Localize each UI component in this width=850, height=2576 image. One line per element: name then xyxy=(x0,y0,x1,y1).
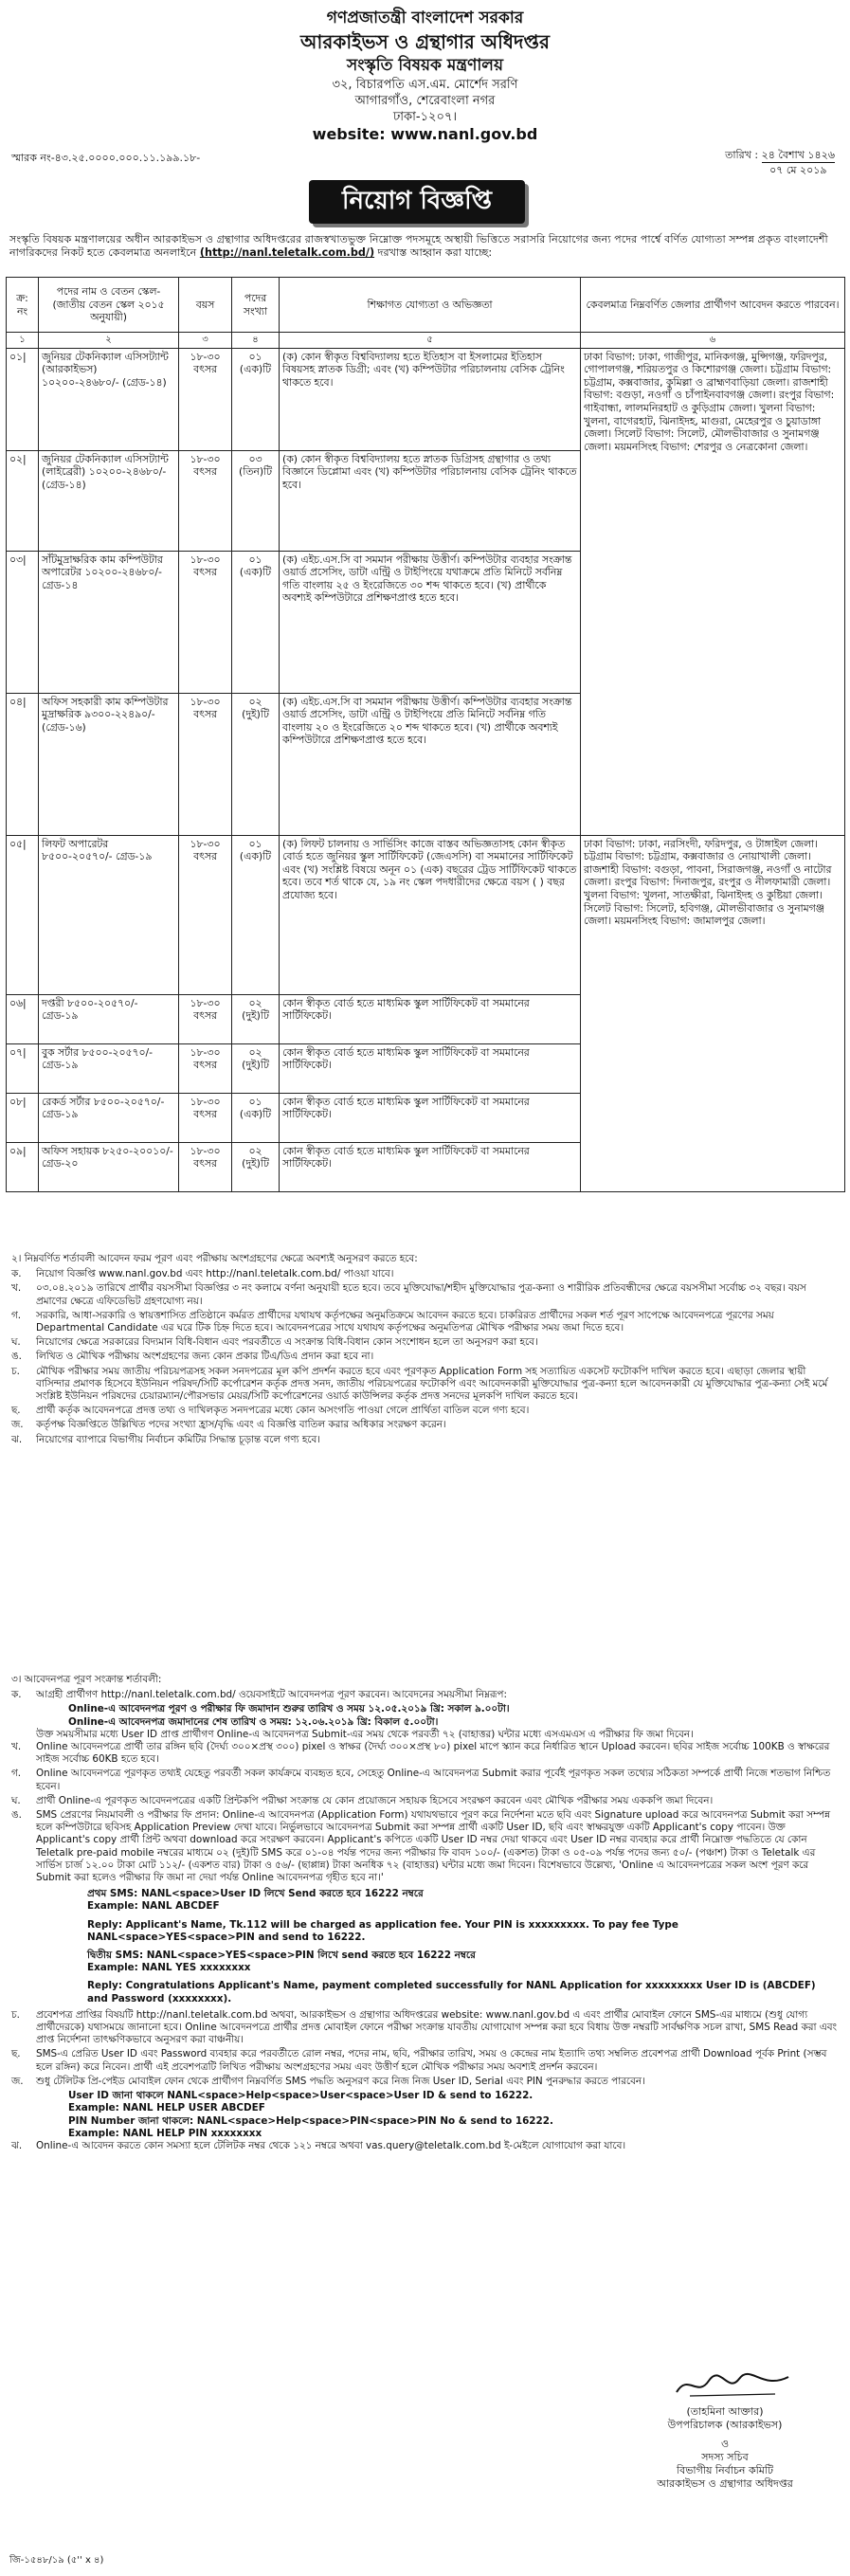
intro-text-2: দরখাস্ত আহ্বান করা যাচ্ছে: xyxy=(377,246,493,259)
row-sl: ০৬| xyxy=(7,994,39,1043)
sms-second-reply: Reply: Congratulations Applicant's Name, payment completed successfully for NANL Application for xxxxxxxxx User ID is (ABCDEF) and Password (xxxxxxxx). xyxy=(87,1980,816,2005)
row-districts-group-1: ঢাকা বিভাগ: ঢাকা, গাজীপুর, মানিকগঞ্জ, মুন্সিগঞ্জ, ফরিদপুর, গোপালগঞ্জ, শরিয়তপুর ও কিশোরগঞ্জ জেলা। চট্টগ্রাম বিভাগ: চট্টগ্রাম, কক্সবাজার, কুমিল্লা ও ব্রাহ্মণবাড়িয়া জেলা। রাজশাহী বিভাগ: বগুড়া, নওগাঁ ও চাঁপাইনবাবগঞ্জ জেলা। রংপুর বিভাগ: গাইবান্ধা, লালমনিরহাট ও কুড়িগ্রাম জেলা। খুলনা বিভাগ: খুলনা, বাগেরহাট, ঝিনাইদহ, মাগুরা, মেহেরপুর ও চুয়াডাঙ্গা জেলা। সিলেট বিভাগ: সিলেট, মৌলভীবাজার ও সুনামগঞ্জ জেলা। ময়মনসিংহ বিভাগ: শেরপুর ও নেত্রকোনা জেলা। xyxy=(581,348,845,835)
col-header-sl: ক্র: নং xyxy=(7,278,39,333)
col-number: ৬ xyxy=(581,333,845,349)
row-sl: ০২| xyxy=(7,450,39,551)
col-number: ৫ xyxy=(280,333,581,349)
list-item: ঘ. প্রার্থী Online-এ পূরণকৃত আবেদনপত্রের একটি প্রিন্টকপি পরীক্ষা সংক্রান্ত যে কোন প্রয়োজনে সহায়ক হিসেবে সংরক্ষণ করবেন এবং মৌখিক পরীক্ষার সময় এককপি জমা দিবেন। xyxy=(11,1794,714,1806)
row-qualification: কোন স্বীকৃত বোর্ড হতে মাধ্যমিক স্কুল সার্টিফিকেট বা সমমানের সার্টিফিকেট। xyxy=(280,994,581,1043)
row-count: ০৩ (তিন)টি xyxy=(232,450,280,551)
sms-second-example: Example: NANL YES xxxxxxxx xyxy=(87,1962,251,1974)
list-item: চ. প্রবেশপত্র প্রাপ্তির বিষয়টি http://nanl.teletalk.com.bd অথবা, আরকাইভস ও গ্রন্থাগার অধিদপ্তরের website: www.nanl.gov.bd এ এবং প্রার্থীর মোবাইল ফোনে SMS-এর মাধ্যমে (শুধু যোগ্য প্রার্থীদেরকে) যথাসময়ে জানানো হবে। Online আবেদনপত্রে প্রার্থীর প্রদত্ত মোবাইল ফোনে পরীক্ষা সংক্রান্ত যাবতীয় যোগাযোগ সম্পন্ন করা হবে বিধায় উক্ত নম্বরটি সার্বক্ষণিক সচল রাখা, SMS Read করা এবং প্রাপ্ত নির্দেশনা তাৎক্ষণিকভাবে অনুসরণ করা বাঞ্চনীয়। xyxy=(11,2008,837,2046)
row-count: ০১ (এক)টি xyxy=(232,551,280,693)
list-item: গ. Online আবেদনপত্রে পূরণকৃত তথ্যই যেহেতু পরবর্তী সকল কার্যক্রমে ব্যবহৃত হবে, সেহেতু Online-এ আবেদনপত্র Submit করার পূর্বেই পূরণকৃত সকল তথ্যের সঠিকতা সম্পর্কে প্রার্থী নিজে শতভাগ নিশ্চিত হবেন। xyxy=(11,1768,831,1792)
memo-ref: স্মারক নং-৪৩.২৫.০০০০.০০০.১১.১৯৯.১৮- xyxy=(11,152,201,164)
row-age: ১৮-৩০ বৎসর xyxy=(179,348,232,450)
signatory-committee: বিভাগীয় নির্বাচন কমিটি xyxy=(676,2464,774,2476)
col-number: ৪ xyxy=(232,333,280,349)
signatory-role: সদস্য সচিব xyxy=(701,2451,749,2463)
row-age: ১৮-৩০ বৎসর xyxy=(179,994,232,1043)
sms-first-example: Example: NANL ABCDEF xyxy=(87,1900,220,1913)
list-item: ক. নিয়োগ বিজ্ঞপ্তি www.nanl.gov.bd এবং http://nanl.teletalk.com.bd/ পাওয়া যাবে। xyxy=(11,1268,394,1280)
list-item: জ. কর্তৃপক্ষ বিজ্ঞপ্তিতে উল্লিখিত পদের সংখ্যা হ্রাস/বৃদ্ধি এবং এ বিজ্ঞপ্তি বাতিল করার অধিকার সংরক্ষণ করেন। xyxy=(11,1419,446,1431)
signatory-and: ও xyxy=(720,2438,730,2450)
address-line-3: ঢাকা-১২০৭। xyxy=(392,110,458,124)
row-count: ০১ (এক)টি xyxy=(232,1093,280,1142)
intro-paragraph xyxy=(9,233,841,260)
signatory-name: (তাহমিনা আক্তার) xyxy=(686,2405,764,2418)
conditions-heading: ২। নিম্নবর্ণিত শর্তাবলী আবেদন ফরম পূরণ এবং পরীক্ষায় অংশগ্রহণের ক্ষেত্রে অবশ্যই অনুসরণ করতে হবে: xyxy=(11,1253,418,1264)
row-qualification: (ক) লিফট চালনায় ও সার্ভিসিং কাজে বাস্তব অভিজ্ঞতাসহ কোন স্বীকৃত বোর্ড হতে জুনিয়র স্কুল সার্টিফিকেট (জেএসসি) বা সমমানের সার্টিফিকেট এবং (খ) সংশ্লিষ্ট বিষয়ে অনূন ০১ (এক) বছরের ট্রেড সার্টিফিকেট থাকতে হবে। তবে শর্ত থাকে যে, ১৯ নং স্কেল পদধারীদের ক্ষেত্রে বয়স ( ) বছর প্রযোজ্য হবে। xyxy=(280,835,581,994)
list-item: খ. Online আবেদনপত্রে প্রার্থী তার রঙ্গিন ছবি (দৈর্ঘ্য ৩০০×প্রস্থ ৩০০) pixel ও স্বাক্ষর (দৈর্ঘ্য ৩০০×প্রস্থ ৮০) pixel মাপে স্ক্যান করে নির্ধারিত স্থানে Upload করবেন। ছবির সাইজ সর্বোচ্চ 100KB ও স্বাক্ষরের সাইজ সর্বোচ্চ 60KB হতে হবে। xyxy=(11,1741,830,1766)
print-code: জি-১৫৪৮/১৯ (৫'' x ৪) xyxy=(9,2555,104,2566)
signature-mark xyxy=(671,2369,794,2402)
row-age: ১৮-৩০ বৎসর xyxy=(179,551,232,693)
row-post: দপ্তরী ৮৫০০-২০৫৭০/- গ্রেড-১৯ xyxy=(39,994,179,1043)
date-english: ০৭ মে ২০১৯ xyxy=(769,164,827,176)
table-header-row xyxy=(7,278,845,333)
date-label: তারিখ : xyxy=(725,149,759,161)
row-qualification: কোন স্বীকৃত বোর্ড হতে মাধ্যমিক স্কুল সার্টিফিকেট বা সমমানের সার্টিফিকেট। xyxy=(280,1043,581,1093)
apply-link[interactable]: (http://nanl.teletalk.com.bd/) xyxy=(199,246,375,259)
signatory-dept: আরকাইভস ও গ্রন্থাগার অধিদপ্তর xyxy=(657,2477,793,2490)
row-sl: ০৭| xyxy=(7,1043,39,1093)
col-header-post: পদের নাম ও বেতন স্কেল-(জাতীয় বেতন স্কেল ২০১৫ অনুযায়ী) xyxy=(39,278,179,333)
row-sl: ০৯| xyxy=(7,1142,39,1191)
row-post: জুনিয়র টেকনিক্যাল এসিসট্যান্ট (আরকাইভস) ১০২০০-২৪৬৮০/- (গ্রেড-১৪) xyxy=(39,348,179,450)
row-sl: ০৫| xyxy=(7,835,39,994)
govt-title: গণপ্রজাতন্ত্রী বাংলাদেশ সরকার xyxy=(326,9,524,27)
recover-pin-example: Example: NANL HELP PIN xxxxxxxx xyxy=(68,2127,262,2139)
row-count: ০২ (দুই)টি xyxy=(232,1142,280,1191)
row-qualification: (ক) কোন স্বীকৃত বিশ্ববিদ্যালয় হতে ইতিহাস বা ইসলামের ইতিহাস বিষয়সহ স্নাতক ডিগ্রী; এবং (খ) কম্পিউটার পরিচালনায় বেসিক ট্রেনিং থাকতে হবে। xyxy=(280,348,581,450)
row-qualification: (ক) এইচ.এস.সি বা সমমান পরীক্ষায় উত্তীর্ণ। কম্পিউটার ব্যবহার সংক্রান্ত ওয়ার্ড প্রসেসিং, ডাটা এন্ট্রি ও টাইপিংয়ে যথাক্রমে প্রতি মিনিটে সর্বনিম্ন গতি বাংলায় ২৫ ও ইংরেজিতে ৩০ শব্দ থাকতে হবে। (খ) প্রার্থীকে অবশ্যই কম্পিউটারে প্রশিক্ষণপ্রাপ্ত হতে হবে। xyxy=(280,551,581,693)
row-count: ০১ (এক)টি xyxy=(232,348,280,450)
row-age: ১৮-৩০ বৎসর xyxy=(179,1043,232,1093)
list-item: ছ. SMS-এ প্রেরিত User ID এবং Password ব্যবহার করে পরবর্তীতে রোল নম্বর, পদের নাম, ছবি, পরীক্ষার তারিখ, সময় ও কেন্দ্রের নাম ইত্যাদি তথ্য সম্বলিত প্রবেশপত্র প্রার্থী Download পূর্বক Print (সম্ভব হলে রঙ্গিন) করে নিবেন। প্রার্থী এই প্রবেশপত্রটি লিখিত পরীক্ষায় অংশগ্রহণের সময় এবং উত্তীর্ণ হলে মৌখিক পরীক্ষার সময় অবশ্যই প্রদর্শন করবেন। xyxy=(11,2048,827,2073)
notice-title-banner: নিয়োগ বিজ্ঞপ্তি xyxy=(309,180,525,224)
recover-userid-example: Example: NANL HELP USER ABCDEF xyxy=(68,2102,265,2114)
row-age: ১৮-৩০ বৎসর xyxy=(179,450,232,551)
sms-first: প্রথম SMS: NANL<space>User ID লিখে Send করতে হবে 16222 নম্বরে xyxy=(87,1888,424,1900)
row-post: সাঁটমুদ্রাক্ষরিক কাম কম্পিউটার অপারেটর ১০২০০-২৪৬৮০/- গ্রেড-১৪ xyxy=(39,551,179,693)
row-count: ০২ (দুই)টি xyxy=(232,994,280,1043)
signature-block xyxy=(616,2405,834,2491)
row-sl: ০১| xyxy=(7,348,39,450)
date-bangla: ২৪ বৈশাখ ১৪২৬ xyxy=(761,149,835,161)
row-districts-group-2: ঢাকা বিভাগ: ঢাকা, নরসিংদী, ফরিদপুর, ও টাঙ্গাইল জেলা। চট্টগ্রাম বিভাগ: চট্টগ্রাম, কক্সবাজার ও নোয়াখালী জেলা। রাজশাহী বিভাগ: বগুড়া, পাবনা, সিরাজগঞ্জ, নওগাঁ ও নাটোর জেলা। রংপুর বিভাগ: দিনাজপুর, রংপুর ও নীলফামারী জেলা। খুলনা বিভাগ: খুলনা, সাতক্ষীরা, ঝিনাইদহ ও কুষ্টিয়া জেলা। সিলেট বিভাগ: সিলেট, হবিগঞ্জ, মৌলভীবাজার ও সুনামগঞ্জ জেলা। ময়মনসিংহ বিভাগ: জামালপুর জেলা। xyxy=(581,835,845,1191)
vacancy-table xyxy=(6,277,845,1192)
row-count: ০১ (এক)টি xyxy=(232,835,280,994)
row-age: ১৮-৩০ বৎসর xyxy=(179,1142,232,1191)
list-item: ঘ. নিয়োগের ক্ষেত্রে সরকারের বিদ্যমান বিধি-বিধান এবং পরবর্তীতে এ সংক্রান্ত বিধি-বিধান কোন সংশোধন হলে তা অনুসরণ করা হবে। xyxy=(11,1336,538,1349)
row-count: ০২ (দুই)টি xyxy=(232,1043,280,1093)
application-section xyxy=(11,1674,839,2154)
col-number: ১ xyxy=(7,333,39,349)
list-item: ঝ. নিয়োগের ব্যাপারে বিভাগীয় নির্বাচন কমিটির সিদ্ধান্ত চূড়ান্ত বলে গণ্য হবে। xyxy=(11,1433,321,1445)
table-number-row xyxy=(7,333,845,349)
row-post: বুক সর্টার ৮৫০০-২০৫৭০/- গ্রেড-১৯ xyxy=(39,1043,179,1093)
apply-note: উক্ত সময়সীমার মধ্যে User ID প্রাপ্ত প্রার্থীগণ Online-এ আবেদনপত্র Submit-এর সময় থেকে পরবর্তী ৭২ (বাহাত্তর) ঘন্টার মধ্যে এসএমএস এ পরীক্ষার ফি জমা দিবেন। xyxy=(36,1728,694,1740)
col-number: ২ xyxy=(39,333,179,349)
row-count: ০২ (দুই)টি xyxy=(232,693,280,835)
dept-title: আরকাইভস ও গ্রন্থাগার অধিদপ্তর xyxy=(300,30,550,53)
memo-date xyxy=(725,148,835,177)
row-post: লিফট অপারেটর ৮৫০০-২০৫৭০/- গ্রেড-১৯ xyxy=(39,835,179,994)
intro-text: সংস্কৃতি বিষয়ক মন্ত্রণালয়ের অধীন আরকাইভস ও গ্রন্থাগার অধিদপ্তরের রাজস্বখাতভুক্ত নিম্নোক্ত পদসমূহে অস্থায়ী ভিত্তিতে সরাসরি নিয়োগের জন্য পদের পার্শ্বে বর্ণিত যোগ্যতা সম্পন্ন প্রকৃত বাংলাদেশী নাগরিকদের নিকট হতে কেবলমাত্র অনলাইনে xyxy=(9,233,828,259)
row-qualification: (ক) এইচ.এস.সি বা সমমান পরীক্ষায় উত্তীর্ণ। কম্পিউটার ব্যবহার সংক্রান্ত ওয়ার্ড প্রসেসিং, ডাটা এন্ট্রি ও টাইপিংয়ে প্রতি মিনিটে সর্বনিম্ন গতি বাংলায় ২০ ও ইংরেজিতে ২০ শব্দ থাকতে হবে। (খ) প্রার্থীকে অবশ্যই কম্পিউটারে প্রশিক্ষণপ্রাপ্ত হতে হবে। xyxy=(280,693,581,835)
apply-start-time: Online-এ আবেদনপত্র পূরণ ও পরীক্ষার ফি জমাদান শুরুর তারিখ ও সময় ১২.০৫.২০১৯ খ্রি: সকাল ৯.০০টা। xyxy=(68,1703,510,1715)
row-post: অফিস সহায়ক ৮২৫০-২০০১০/- গ্রেড-২০ xyxy=(39,1142,179,1191)
recover-pin: PIN Number জানা থাকলে: NANL<space>Help<space>PIN<space>PIN No & send to 16222. xyxy=(68,2114,553,2127)
conditions-section xyxy=(11,1253,839,1448)
apply-end-time: Online-এ আবেদনপত্র জমাদানের শেষ তারিখ ও সময়: ১২.০৬.২০১৯ খ্রি: বিকাল ৫.০০টা। xyxy=(68,1715,439,1728)
col-header-age: বয়স xyxy=(179,278,232,333)
row-qualification: (ক) কোন স্বীকৃত বিশ্ববিদ্যালয় হতে স্নাতক ডিগ্রিসহ গ্রন্থাগার ও তথ্য বিজ্ঞানে ডিপ্লোমা এবং (খ) কম্পিউটার পরিচালনায় বেসিক ট্রেনিং থাকতে হবে। xyxy=(280,450,581,551)
address-line-2: আগারগাঁও, শেরেবাংলা নগর xyxy=(354,94,496,108)
list-item: ঙ. লিখিত ও মৌখিক পরীক্ষায় অংশগ্রহণের জন্য কোন প্রকার টিএ/ডিএ প্রদান করা হবে না। xyxy=(11,1351,374,1363)
col-header-qualification: শিক্ষাগত যোগ্যতা ও অভিজ্ঞতা xyxy=(280,278,581,333)
row-qualification: কোন স্বীকৃত বোর্ড হতে মাধ্যমিক স্কুল সার্টিফিকেট বা সমমানের সার্টিফিকেট। xyxy=(280,1093,581,1142)
address-line-1: ৩২, বিচারপতি এস.এম. মোর্শেদ সরণি xyxy=(332,78,518,92)
list-item: খ. ০৩.০৪.২০১৯ তারিখে প্রার্থীর বয়সসীমা বিজ্ঞপ্তির ৩ নং কলামে বর্ণনা অনুযায়ী হতে হবে। তবে মুক্তিযোদ্ধা/শহীদ মুক্তিযোদ্ধার পুত্র-কন্যা ও শারীরিক প্রতিবন্ধীদের ক্ষেত্রে বয়সসীমা সর্বোচ্চ ৩২ বছর। বয়স প্রমাণের ক্ষেত্রে এফিডেভিট গ্রহণযোগ্য নয়। xyxy=(11,1282,806,1307)
ministry-title: সংস্কৃতি বিষয়ক মন্ত্রণালয় xyxy=(347,56,503,75)
list-item: চ. মৌখিক পরীক্ষার সময় জাতীয় পরিচয়পত্রসহ সকল সনদপত্রের মূল কপি প্রদর্শন করতে হবে এবং পূরণকৃত Application Form সহ সত্যায়িত একসেট ফটোকপি দাখিল করতে হবে। এছাড়া জেলার স্থায়ী বাসিন্দার প্রমাণক হিসেবে ইউনিয়ন পরিষদ/সিটি কর্পোরেশন কর্তৃক প্রদত্ত সনদ, জাতীয় পরিচয়পত্রের ফটোকপি এবং আবেদনকারী মুক্তিযোদ্ধার পুত্র-কন্যা হলে আবেদনকারী যে মুক্তিযোদ্ধার পুত্র-কন্যা সেই মর্মে সংশ্লিষ্ট ইউনিয়ন পরিষদের চেয়ারম্যান/পৌরসভার মেয়র/সিটি কর্পোরেশনের ওয়ার্ড কাউন্সিলর কর্তৃক প্রদত্ত সনদের মূলকপি দাখিল করতে হবে। xyxy=(11,1365,828,1403)
table-row xyxy=(7,348,845,450)
row-post: রেকর্ড সর্টার ৮৫০০-২০৫৭০/- গ্রেড-১৯ xyxy=(39,1093,179,1142)
col-number: ৩ xyxy=(179,333,232,349)
application-heading: ৩। আবেদনপত্র পূরণ সংক্রান্ত শর্তাবলী: xyxy=(11,1674,162,1685)
list-item: ঝ. Online-এ আবেদন করতে কোন সমস্যা হলে টেলিটক নম্বর থেকে ১২১ নম্বরে অথবা vas.query@teletalk.com.bd ই-মেইলে যোগাযোগ করা যাবে। xyxy=(11,2139,626,2151)
col-header-districts: কেবলমাত্র নিম্নবর্ণিত জেলার প্রার্থীগণ আবেদন করতে পারবেন। xyxy=(581,278,845,333)
row-sl: ০৩| xyxy=(7,551,39,693)
row-post: জুনিয়র টেকনিক্যাল এসিসট্যান্ট (লাইব্রেরী) ১০২০০-২৪৬৮০/- (গ্রেড-১৪) xyxy=(39,450,179,551)
list-item: ক. আগ্রহী প্রার্থীগণ http://nanl.teletalk.com.bd/ ওয়েবসাইটে আবেদনপত্র পূরণ করবেন। আবেদনের সময়সীমা নিম্নরূপ: xyxy=(11,1689,507,1701)
website-link[interactable]: website: www.nanl.gov.bd xyxy=(312,125,538,143)
sms-second: দ্বিতীয় SMS: NANL<space>YES<space>PIN লিখে send করতে হবে 16222 নম্বরে xyxy=(87,1950,476,1962)
row-sl: ০৮| xyxy=(7,1093,39,1142)
row-age: ১৮-৩০ বৎসর xyxy=(179,693,232,835)
table-row xyxy=(7,835,845,994)
recover-userid: User ID জানা থাকলে NANL<space>Help<space>User<space>User ID & send to 16222. xyxy=(68,2090,534,2102)
sms-first-reply: Reply: Applicant's Name, Tk.112 will be charged as application fee. Your PIN is xxxxxxxxx. To pay fee Type NANL<space>YES<space>PIN and send to 16222. xyxy=(87,1918,678,1943)
signatory-designation: উপপরিচালক (আরকাইভস) xyxy=(667,2419,783,2431)
row-age: ১৮-৩০ বৎসর xyxy=(179,1093,232,1142)
row-age: ১৮-৩০ বৎসর xyxy=(179,835,232,994)
list-item: গ. সরকারি, আধা-সরকারি ও স্বায়ত্তশাসিত প্রতিষ্ঠানে কর্মরত প্রার্থীদের যথাযথ কর্তৃপক্ষের অনুমতিক্রমে আবেদন করতে হবে। চাকরিরত প্রার্থীদের সকল শর্ত পূরণ সাপেক্ষে আবেদনপত্রে পূরণের সময় Departmental Candidate এর ঘরে টিক চিহ্ন দিতে হবে। আবেদনপত্রের সাথে যথাযথ কর্তৃপক্ষের অনুমতিপত্র মৌখিক পরীক্ষার সময় জমা দিতে হবে। xyxy=(11,1309,774,1334)
list-item: ঙ. SMS প্রেরণের নিয়মাবলী ও পরীক্ষার ফি প্রদান: Online-এ আবেদনপত্র (Application Form) যথাযথভাবে পূরণ করে নির্দেশনা মতে ছবি এবং Signature upload করে আবেদনপত্র Submit করা সম্পন্ন হলে কম্পিউটারে ছবিসহ Application Preview দেখা যাবে। নির্ভুলভাবে আবেদনপত্র Submit করা সম্পন্ন প্রার্থী একটি User ID, ছবি এবং স্বাক্ষরযুক্ত একটি Applicant's copy পাবেন। উক্ত Applicant's copy প্রার্থী প্রিন্ট অথবা download করে সংরক্ষণ করবেন। Applicant's কপিতে একটি User ID নম্বর দেয়া থাকবে এবং User ID নম্বর ব্যবহার করে প্রার্থী নিম্নোক্ত পদ্ধতিতে যে কোন Teletalk pre-paid mobile নম্বরের মাধ্যমে ০২ (দুই)টি SMS করে ০১-০৪ পর্যন্ত পদের জন্য পরীক্ষার ফি বাবদ ১০০/- (একশত) টাকা ও ০৫-০৯ পর্যন্ত পদের জন্য ৫০/- (পঞ্চাশ) টাকা ও Teletalk এর সার্ভিস চার্জ ১২.০০ টাকা মোট ১১২/- (একশত বার) টাকা ও ৫৬/- (ছাপ্পান্ন) টাকা অনধিক ৭২ (বাহাত্তর) ঘন্টার মধ্যে জমা দিবেন। বিশেষভাবে উল্লেখ্য, 'Online এ আবেদনপত্রের সকল অংশ পূরণ করে Submit করা হলেও পরীক্ষার ফি জমা না দেয়া পর্যন্ত Online আবেদনপত্র গৃহীত হবে না।' xyxy=(11,1809,831,1884)
row-qualification: কোন স্বীকৃত বোর্ড হতে মাধ্যমিক স্কুল সার্টিফিকেট বা সমমানের সার্টিফিকেট। xyxy=(280,1142,581,1191)
row-sl: ০৪| xyxy=(7,693,39,835)
col-header-count: পদের সংখ্যা xyxy=(232,278,280,333)
list-item: ছ. প্রার্থী কর্তৃক আবেদনপত্রে প্রদত্ত তথ্য ও দাখিলকৃত সনদপত্রের মধ্যে কোন অসংগতি পাওয়া গেলে প্রার্থিতা বাতিল বলে গণ্য হবে। xyxy=(11,1405,530,1417)
row-post: অফিস সহকারী কাম কম্পিউটার মুদ্রাক্ষরিক ৯৩০০-২২৪৯০/- (গ্রেড-১৬) xyxy=(39,693,179,835)
list-item: জ. শুধু টেলিটক প্রি-পেইড মোবাইল ফোন থেকে প্রার্থীগণ নিম্নবর্ণিত SMS পদ্ধতি অনুসরণ করে নিজ নিজ User ID, Serial এবং PIN পুনরুদ্ধার করতে পারবেন। xyxy=(11,2075,645,2087)
